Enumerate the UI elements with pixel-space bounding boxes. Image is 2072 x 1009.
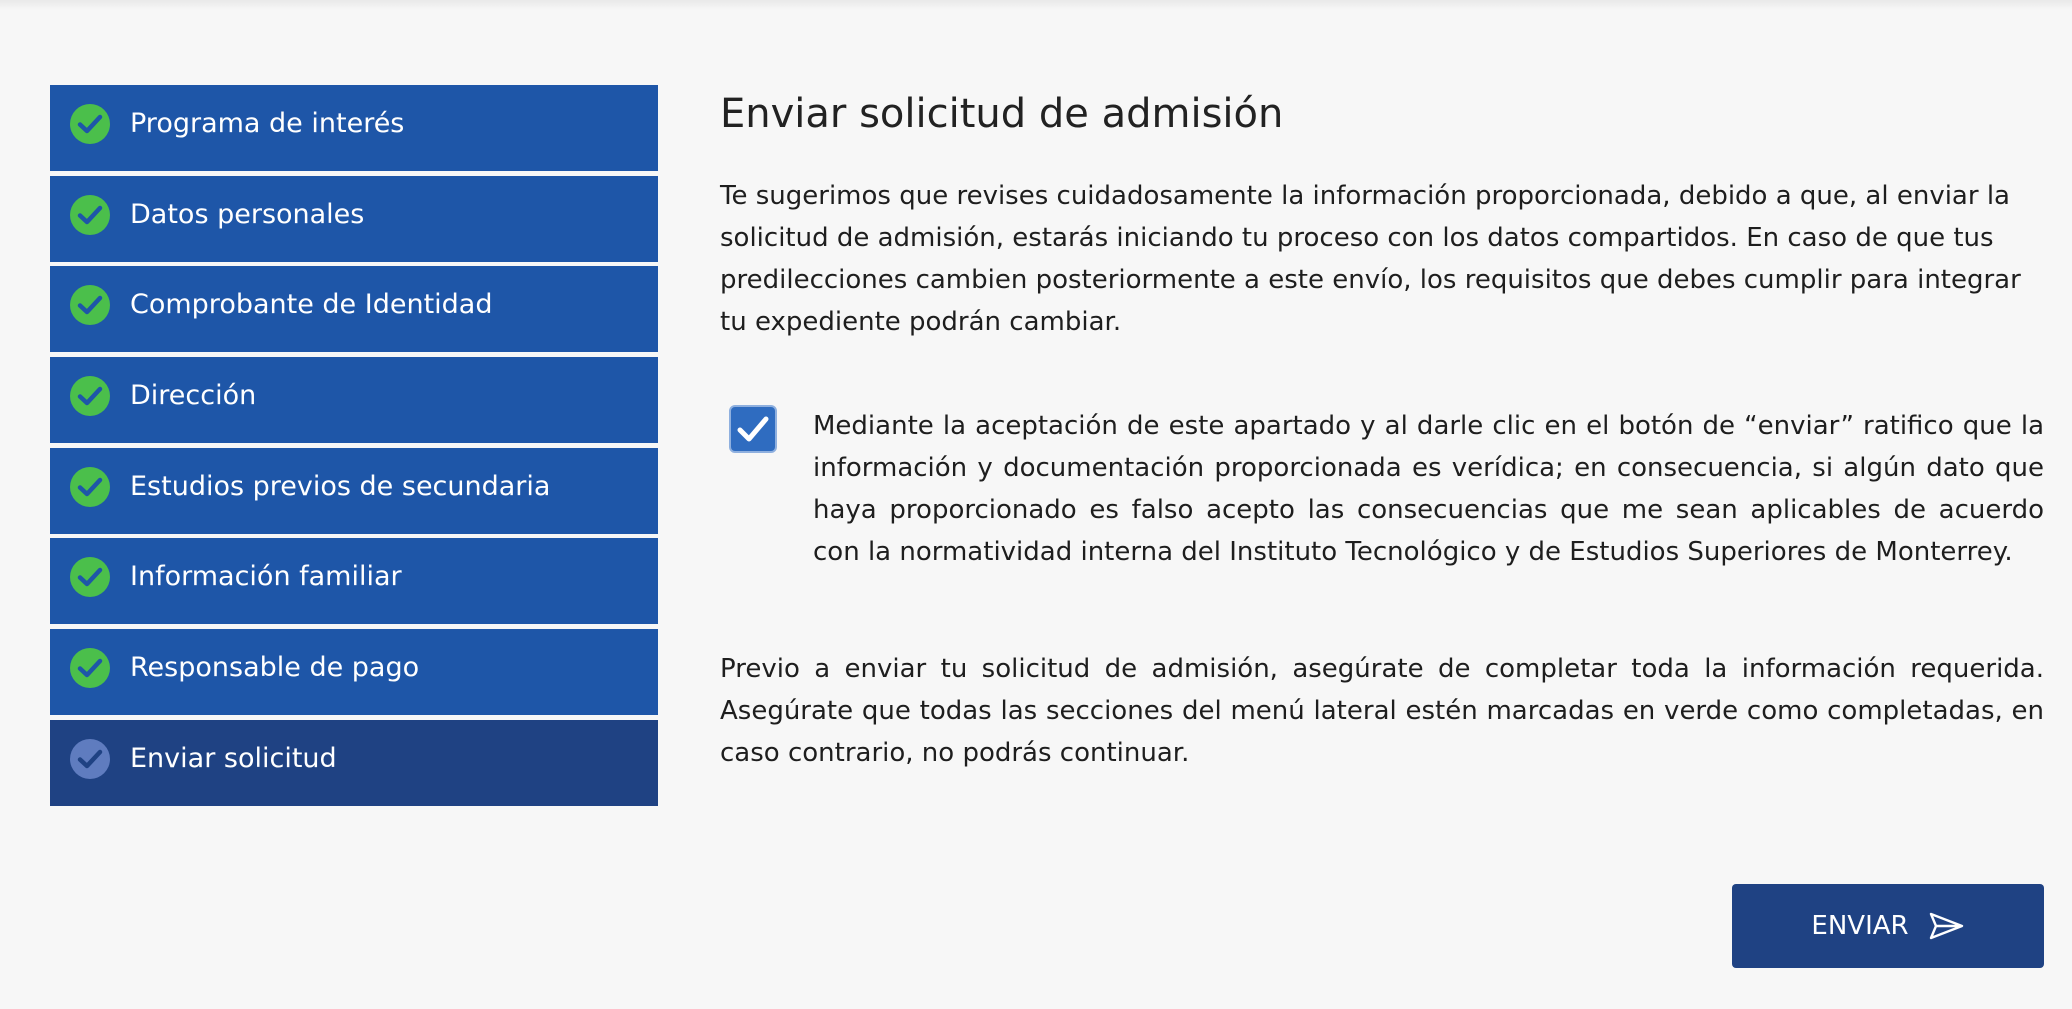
sidebar-item-programa-de-interes[interactable] [50, 85, 658, 171]
sidebar-item-label: Estudios previos de secundaria [130, 470, 551, 502]
sidebar-item-label: Información familiar [130, 561, 402, 593]
send-icon [1929, 911, 1965, 941]
send-button[interactable] [1732, 884, 2044, 968]
consent-checkbox[interactable] [729, 405, 777, 453]
intro-text: Te sugerimos que revises cuidadosamente la información proporcionada, debido a que, al enviar la solicitud de admisión, estarás iniciando tu proceso con los datos compartidos. En caso de que tus predilecciones cambien posteriormente a este envío, los requisitos que debes cumplir para integrar tu expediente podrán cambiar. [720, 181, 2021, 337]
check-circle-icon [70, 195, 110, 235]
check-circle-icon [70, 104, 110, 144]
consent-text: Mediante la aceptación de este apartado y al darle clic en el botón de “enviar” ratifico que la información y documentación proporcionada es verídica; en consecuencia, si algún dato que haya proporcionado es falso acepto las consecuencias que me sean aplicables de acuerdo con la normatividad interna del Instituto Tecnológico y de Estudios Superiores de Monterrey. [813, 411, 2044, 567]
sidebar-item-label: Responsable de pago [130, 652, 420, 684]
checkmark-icon [737, 415, 769, 443]
check-circle-icon [70, 648, 110, 688]
sidebar-item-label: Dirección [130, 380, 257, 412]
sidebar-item-direccion[interactable] [50, 357, 658, 443]
send-button-label: ENVIAR [1811, 911, 1909, 941]
completion-note: Previo a enviar tu solicitud de admisión, asegúrate de completar toda la información requerida. Asegúrate que todas las secciones del menú lateral estén marcadas en verde como completadas, en caso contrario, no podrás continuar. [720, 654, 2044, 768]
sidebar-item-comprobante-de-identidad[interactable] [50, 266, 658, 352]
sidebar-item-label: Comprobante de Identidad [130, 289, 493, 321]
sidebar-item-datos-personales[interactable] [50, 176, 658, 262]
sidebar-item-estudios-previos-de-secundaria[interactable] [50, 448, 658, 534]
check-circle-icon [70, 285, 110, 325]
check-circle-icon [70, 557, 110, 597]
page-title: Enviar solicitud de admisión [720, 91, 1284, 137]
sidebar-item-label: Enviar solicitud [130, 742, 337, 774]
sidebar-item-label: Programa de interés [130, 108, 405, 139]
check-circle-icon [70, 376, 110, 416]
header-shadow [0, 0, 2072, 10]
steps-sidebar [50, 85, 658, 811]
sidebar-item-informacion-familiar[interactable] [50, 538, 658, 624]
sidebar-item-responsable-de-pago[interactable] [50, 629, 658, 715]
sidebar-item-enviar-solicitud[interactable] [50, 720, 658, 806]
check-circle-icon [70, 739, 110, 779]
checkbox-box [729, 405, 777, 453]
sidebar-item-label: Datos personales [130, 198, 365, 230]
check-circle-icon [70, 467, 110, 507]
